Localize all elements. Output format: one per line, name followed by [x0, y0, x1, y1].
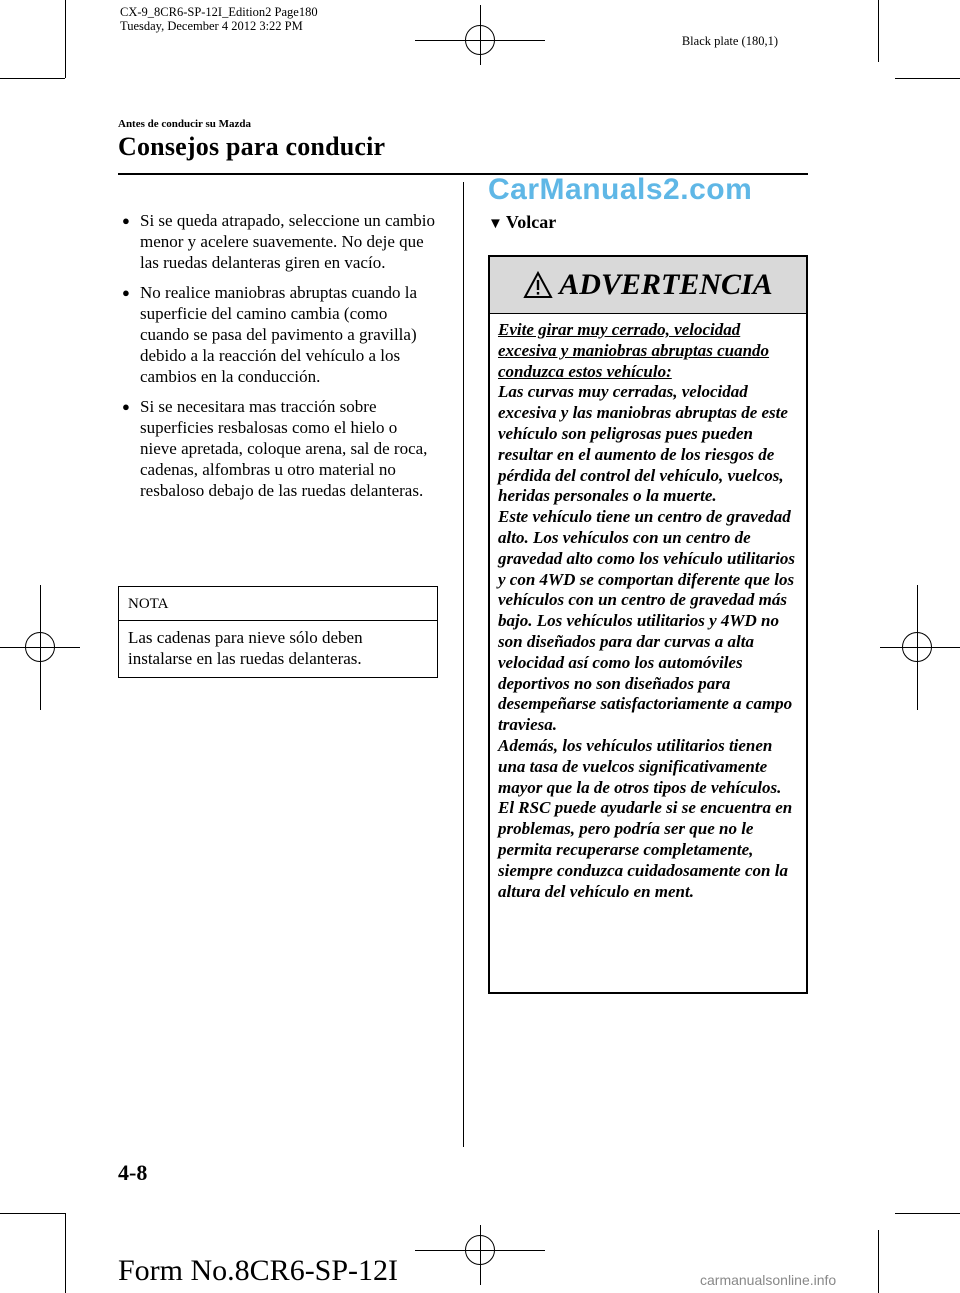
print-date-line: Tuesday, December 4 2012 3:22 PM: [120, 19, 303, 33]
note-box: [118, 586, 438, 678]
bullet-list: [120, 210, 438, 501]
plate-label: Black plate (180,1): [681, 34, 778, 48]
bullet-icon: ●: [122, 399, 130, 414]
footer-watermark: carmanualsonline.info: [700, 1272, 837, 1288]
section-title: Consejos para conducir: [118, 132, 386, 161]
warning-title: ADVERTENCIA: [559, 268, 773, 301]
bullet-icon: ●: [122, 213, 130, 228]
list-item: [120, 396, 438, 501]
subsection-heading: [488, 212, 556, 233]
warning-paragraph: Las curvas muy cerradas, velocidad excesiva y las maniobras abruptas de este vehículo son peligrosas pues pueden resultar en el aumento de los riesgos de pérdida del control del vehículo, vuelcos, heridas personales o la muerte.: [498, 382, 788, 506]
warning-lead: Evite girar muy cerrado, velocidad excesiva y maniobras abruptas cuando conduzca estos vehículo:: [498, 320, 770, 381]
subsection-title: Volcar: [505, 212, 557, 232]
bullet-text: Si se necesitara mas tracción sobre superficies resbalosas como el hielo o nieve apretada, coloque arena, sal de roca, cadenas, alfombras u otro material no resbaloso debajo de las ruedas delanteras.: [140, 397, 428, 500]
list-item: [120, 210, 438, 273]
warning-box: [488, 255, 808, 994]
form-number: Form No.8CR6-SP-12I: [118, 1254, 399, 1287]
print-file-line: CX-9_8CR6-SP-12I_Edition2 Page180: [120, 5, 318, 19]
watermark-logo: CarManuals2.com: [488, 173, 753, 206]
note-label: NOTA: [119, 587, 437, 621]
warning-header: [490, 257, 806, 314]
triangle-down-icon: ▼: [488, 216, 503, 232]
warning-triangle-icon: [523, 271, 553, 299]
running-head: Antes de conducir su Mazda: [118, 118, 252, 130]
warning-paragraph: Además, los vehículos utilitarios tienen una tasa de vuelcos significativamente mayor que la de otros tipos de vehículos.: [498, 735, 782, 797]
page-number: 4-8: [118, 1160, 148, 1185]
print-header-info: [120, 5, 318, 33]
bullet-icon: ●: [122, 285, 130, 300]
left-column: [120, 210, 438, 510]
warning-paragraph: El RSC puede ayudarle si se encuentra en problemas, pero podría ser que no le permita recuperarse completamente, siempre conduzca cuidadosamente con la altura del vehículo en ment.: [498, 798, 793, 901]
note-text: Las cadenas para nieve sólo deben instalarse en las ruedas delanteras.: [128, 628, 363, 668]
bullet-text: No realice maniobras abruptas cuando la superficie del camino cambia (como cuando se pasa del pavimento a gravilla) debido a la reacción del vehículo a los cambios en la conducción.: [140, 283, 418, 386]
column-divider: [463, 182, 464, 1147]
list-item: [120, 282, 438, 387]
warning-body: [490, 314, 806, 908]
warning-paragraph: Este vehículo tiene un centro de gravedad alto. Los vehículos con un centro de gravedad alto como los vehículo utilitarios y con 4WD se comportan diferente que los vehículos con un centro de gravedad más bajo. Los vehículos utilitarios y 4WD no son diseñados para dar curvas a alta velocidad así como los automóviles deportivos no son diseñados para desempeñarse satisfactoriamente a campo traviesa.: [498, 507, 796, 735]
bullet-text: Si se queda atrapado, seleccione un cambio menor y acelere suavemente. No deje que las ruedas delanteras giren en vacío.: [140, 211, 436, 272]
